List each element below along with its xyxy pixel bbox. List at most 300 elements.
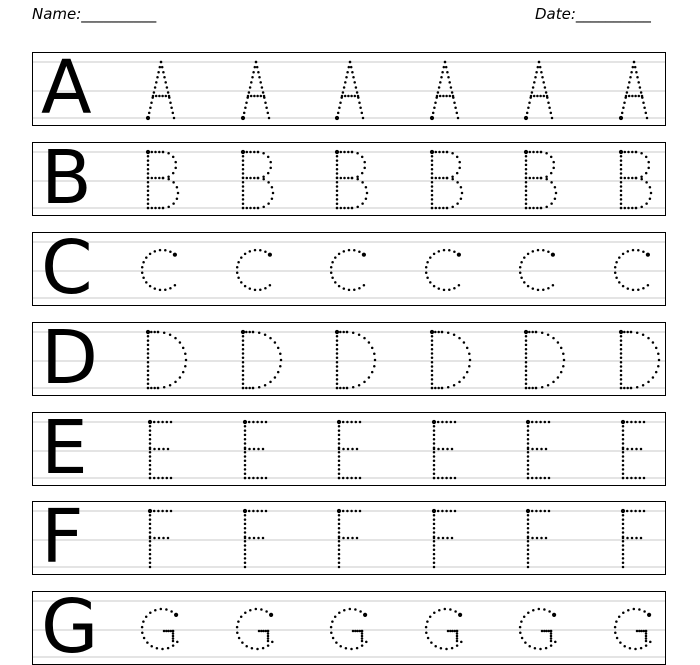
trace-dot <box>626 91 629 94</box>
trace-dot <box>620 378 623 381</box>
trace-dot <box>158 537 161 540</box>
dotted-letter-c <box>519 249 555 291</box>
trace-dot <box>336 168 339 171</box>
trace-dot <box>634 510 637 513</box>
trace-dot <box>445 95 448 98</box>
trace-dot <box>531 537 534 540</box>
trace-dot <box>165 630 168 633</box>
trace-dot <box>456 644 459 647</box>
trace-dot <box>149 477 152 480</box>
trace-dot <box>161 648 164 651</box>
dotted-letter-d <box>335 330 376 389</box>
trace-dot <box>527 455 530 458</box>
trace-dot <box>245 387 248 390</box>
trace-dot <box>456 181 459 184</box>
trace-dot <box>262 152 265 155</box>
trace-dot <box>614 266 617 269</box>
trace-dot <box>338 468 341 471</box>
trace-dot <box>527 442 530 445</box>
trace-dot <box>521 637 524 640</box>
start-dot <box>619 116 623 120</box>
trace-dot <box>365 197 368 200</box>
trace-dot <box>525 198 528 201</box>
trace-dot <box>336 361 339 364</box>
trace-dot <box>174 337 177 340</box>
trace-dot <box>153 421 156 424</box>
trace-dot <box>635 177 638 180</box>
trace-dot <box>434 331 437 334</box>
dotted-letter-e <box>526 420 550 479</box>
trace-dot <box>336 344 339 347</box>
start-dot <box>269 613 273 617</box>
trace-dot <box>634 648 637 651</box>
trace-dot <box>336 185 339 188</box>
trace-dot <box>626 477 629 480</box>
trace-dot <box>262 647 265 650</box>
dotted-letter-e <box>243 420 267 479</box>
trace-dot <box>525 357 528 360</box>
trace-dot <box>620 198 623 201</box>
trace-dot <box>244 455 247 458</box>
trace-dot <box>244 540 247 543</box>
trace-dot <box>174 284 177 287</box>
trace-dot <box>540 448 543 451</box>
trace-dot <box>433 477 436 480</box>
trace-dot <box>442 177 445 180</box>
trace-dot <box>149 448 152 451</box>
model-letter: G <box>41 591 99 665</box>
trace-dot <box>164 288 167 291</box>
trace-dot <box>253 177 256 180</box>
trace-dot <box>630 477 633 480</box>
trace-dot <box>624 207 627 210</box>
trace-dot <box>460 641 463 644</box>
trace-dot <box>330 266 333 269</box>
trace-dot <box>557 376 560 379</box>
trace-dot <box>536 207 539 210</box>
trace-dot <box>149 612 152 615</box>
trace-dot <box>336 352 339 355</box>
trace-dot <box>141 631 144 634</box>
trace-dot <box>147 172 150 175</box>
trace-dot <box>145 615 148 618</box>
trace-dot <box>176 186 179 189</box>
trace-dot <box>169 334 172 337</box>
trace-dot <box>242 194 245 197</box>
dotted-letter-a <box>430 61 459 120</box>
trace-dot <box>336 194 339 197</box>
dotted-letter-f <box>432 509 456 568</box>
trace-dot <box>637 288 640 291</box>
trace-dot <box>342 91 345 94</box>
model-letter: A <box>41 52 92 126</box>
trace-dot <box>245 101 248 104</box>
trace-dot <box>632 249 635 252</box>
trace-dot <box>267 202 270 205</box>
trace-dot <box>433 429 436 432</box>
trace-dot <box>433 464 436 467</box>
trace-dot <box>631 177 634 180</box>
trace-dot <box>371 371 374 374</box>
trace-dot <box>361 637 364 640</box>
trace-dot <box>539 477 542 480</box>
trace-dot <box>638 95 641 98</box>
dotted-letter-e <box>432 420 456 479</box>
trace-dot <box>525 190 528 193</box>
trace-dot <box>615 277 618 280</box>
trace-dot <box>543 630 546 633</box>
trace-dot <box>620 365 623 368</box>
trace-dot <box>628 81 631 84</box>
trace-dot <box>536 95 539 98</box>
trace-dot <box>269 381 272 384</box>
trace-dot <box>267 630 270 633</box>
trace-dot <box>525 365 528 368</box>
trace-dot <box>524 641 527 644</box>
trace-dot <box>626 510 629 513</box>
trace-dot <box>527 477 530 480</box>
trace-dot <box>344 81 347 84</box>
trace-dot <box>151 151 154 154</box>
trace-dot <box>149 510 152 513</box>
trace-dot <box>642 287 645 290</box>
trace-dot <box>172 112 175 115</box>
trace-dot <box>637 249 640 252</box>
dotted-letter-e <box>148 420 172 479</box>
trace-dot <box>257 537 260 540</box>
trace-dot <box>562 365 565 368</box>
trace-dot <box>350 95 353 98</box>
trace-dot <box>630 71 633 74</box>
tracing-guides <box>33 323 666 396</box>
trace-dot <box>149 442 152 445</box>
trace-dot <box>614 626 617 629</box>
trace-dot <box>267 640 270 643</box>
trace-dot <box>620 339 623 342</box>
trace-dot <box>541 331 544 334</box>
trace-dot <box>361 630 364 633</box>
trace-dot <box>431 207 434 210</box>
trace-dot <box>342 477 345 480</box>
trace-dot <box>431 177 434 180</box>
trace-dot <box>336 382 339 385</box>
trace-dot <box>441 477 444 480</box>
trace-dot <box>265 421 268 424</box>
trace-dot <box>527 434 530 437</box>
dotted-letter-b <box>241 150 274 209</box>
trace-dot <box>147 159 150 162</box>
trace-dot <box>618 281 621 284</box>
trace-dot <box>528 387 531 390</box>
trace-dot <box>264 251 267 254</box>
trace-dot <box>267 172 270 175</box>
trace-dot <box>640 152 643 155</box>
trace-dot <box>444 608 447 611</box>
trace-dot <box>646 117 649 120</box>
trace-dot <box>332 637 335 640</box>
trace-dot <box>620 357 623 360</box>
trace-dot <box>466 347 469 350</box>
trace-dot <box>336 177 339 180</box>
trace-dot <box>236 271 239 274</box>
trace-dot <box>267 644 270 647</box>
name-field-label: Name:__________ <box>32 5 157 23</box>
trace-dot <box>527 451 530 454</box>
trace-dot <box>547 251 550 254</box>
trace-dot <box>441 510 444 513</box>
trace-dot <box>636 331 639 334</box>
trace-dot <box>527 549 530 552</box>
trace-dot <box>631 537 634 540</box>
tracing-guides <box>33 592 666 665</box>
trace-dot <box>545 537 548 540</box>
trace-dot <box>265 107 268 110</box>
trace-dot <box>431 357 434 360</box>
trace-dot <box>645 172 648 175</box>
trace-dot <box>451 448 454 451</box>
start-dot <box>174 613 178 617</box>
trace-dot <box>348 66 351 69</box>
trace-dot <box>252 71 255 74</box>
trace-dot <box>147 335 150 338</box>
trace-dot <box>540 71 543 74</box>
trace-dot <box>236 631 239 634</box>
trace-dot <box>640 448 643 451</box>
trace-dot <box>623 387 626 390</box>
trace-dot <box>336 331 339 334</box>
trace-dot <box>543 608 546 611</box>
trace-dot <box>431 382 434 385</box>
trace-dot <box>170 630 173 633</box>
trace-dot <box>258 76 261 79</box>
trace-dot <box>451 175 454 178</box>
trace-dot <box>528 101 531 104</box>
trace-dot <box>622 566 625 569</box>
trace-dot <box>250 95 253 98</box>
trace-dot <box>335 641 338 644</box>
trace-dot <box>343 207 346 210</box>
trace-dot <box>431 202 434 205</box>
trace-dot <box>166 86 169 89</box>
trace-dot <box>445 421 448 424</box>
trace-dot <box>149 518 152 521</box>
trace-dot <box>149 557 152 560</box>
trace-dot <box>437 537 440 540</box>
trace-dot <box>358 287 361 290</box>
trace-dot <box>157 387 160 390</box>
trace-dot <box>634 477 637 480</box>
trace-dot <box>264 101 267 104</box>
tracing-guides <box>33 502 666 575</box>
trace-dot <box>338 460 341 463</box>
trace-dot <box>352 386 355 389</box>
trace-dot <box>336 370 339 373</box>
trace-dot <box>444 61 447 64</box>
trace-dot <box>539 421 542 424</box>
trace-dot <box>523 281 526 284</box>
trace-dot <box>172 202 175 205</box>
trace-dot <box>262 630 265 633</box>
trace-dot <box>349 61 352 64</box>
trace-dot <box>456 637 459 640</box>
trace-dot <box>450 86 453 89</box>
trace-dot <box>245 645 248 648</box>
trace-dot <box>366 192 369 195</box>
start-dot <box>268 253 272 257</box>
trace-dot <box>453 334 456 337</box>
trace-dot <box>340 207 343 210</box>
trace-dot <box>165 608 168 611</box>
trace-dot <box>338 540 341 543</box>
trace-dot <box>630 421 633 424</box>
trace-dot <box>542 81 545 84</box>
trace-dot <box>244 460 247 463</box>
trace-dot <box>552 381 555 384</box>
start-dot <box>146 116 150 120</box>
trace-dot <box>437 477 440 480</box>
trace-dot <box>249 609 252 612</box>
trace-dot <box>242 198 245 201</box>
trace-dot <box>645 112 648 115</box>
trace-dot <box>346 510 349 513</box>
trace-dot <box>544 86 547 89</box>
trace-dot <box>361 202 364 205</box>
trace-dot <box>336 387 339 390</box>
trace-dot <box>242 339 245 342</box>
trace-dot <box>371 347 374 350</box>
trace-dot <box>247 95 250 98</box>
tracing-guides <box>33 53 666 126</box>
trace-dot <box>157 510 160 513</box>
tracing-row-e <box>32 412 666 486</box>
trace-dot <box>627 177 630 180</box>
trace-dot <box>433 557 436 560</box>
trace-dot <box>334 256 337 259</box>
trace-dot <box>622 438 625 441</box>
trace-dot <box>426 620 429 623</box>
trace-dot <box>620 202 623 205</box>
trace-dot <box>442 448 445 451</box>
trace-dot <box>257 177 260 180</box>
trace-dot <box>458 337 461 340</box>
trace-dot <box>622 442 625 445</box>
dotted-letter-g <box>614 608 652 651</box>
trace-dot <box>162 537 165 540</box>
trace-dot <box>346 477 349 480</box>
trace-dot <box>620 352 623 355</box>
trace-dot <box>338 518 341 521</box>
trace-dot <box>643 610 646 613</box>
trace-dot <box>440 76 443 79</box>
trace-dot <box>176 641 179 644</box>
trace-dot <box>147 194 150 197</box>
trace-dot <box>624 177 627 180</box>
tracing-row-d <box>32 322 666 396</box>
trace-dot <box>533 95 536 98</box>
trace-dot <box>552 161 555 164</box>
trace-dot <box>548 107 551 110</box>
trace-dot <box>260 630 263 633</box>
trace-dot <box>437 510 440 513</box>
trace-dot <box>142 620 145 623</box>
trace-dot <box>339 101 342 104</box>
trace-dot <box>639 510 642 513</box>
trace-dot <box>640 178 643 181</box>
trace-dot <box>253 207 256 210</box>
trace-dot <box>637 81 640 84</box>
trace-dot <box>447 386 450 389</box>
trace-dot <box>353 81 356 84</box>
trace-dot <box>338 285 341 288</box>
trace-dot <box>338 544 341 547</box>
trace-dot <box>340 177 343 180</box>
trace-dot <box>279 365 282 368</box>
trace-dot <box>368 376 371 379</box>
trace-dot <box>626 421 629 424</box>
trace-dot <box>635 537 638 540</box>
trace-dot <box>438 151 441 154</box>
trace-dot <box>623 645 626 648</box>
trace-dot <box>338 421 341 424</box>
trace-dot <box>358 384 361 387</box>
trace-dot <box>658 359 661 362</box>
trace-dot <box>525 352 528 355</box>
trace-dot <box>167 91 170 94</box>
trace-dot <box>551 117 554 120</box>
trace-dot <box>347 151 350 154</box>
trace-dot <box>620 172 623 175</box>
trace-dot <box>550 635 553 638</box>
trace-dot <box>454 421 457 424</box>
trace-dot <box>431 361 434 364</box>
trace-dot <box>432 112 435 115</box>
trace-dot <box>169 101 172 104</box>
trace-dot <box>631 207 634 210</box>
trace-dot <box>519 271 522 274</box>
trace-dot <box>172 644 175 647</box>
trace-dot <box>446 207 449 210</box>
trace-dot <box>525 344 528 347</box>
trace-dot <box>354 95 357 98</box>
trace-dot <box>451 630 454 633</box>
trace-dot <box>431 378 434 381</box>
trace-dot <box>173 117 176 120</box>
trace-dot <box>166 477 169 480</box>
trace-dot <box>361 632 364 635</box>
trace-dot <box>643 107 646 110</box>
trace-dot <box>244 566 247 569</box>
trace-dot <box>363 284 366 287</box>
trace-dot <box>640 630 643 633</box>
trace-dot <box>622 514 625 517</box>
trace-dot <box>525 339 528 342</box>
trace-dot <box>449 95 452 98</box>
dotted-letter-a <box>524 61 553 120</box>
start-dot <box>551 253 555 257</box>
trace-dot <box>528 331 531 334</box>
trace-dot <box>431 331 434 334</box>
trace-dot <box>626 387 629 390</box>
trace-dot <box>170 610 173 613</box>
trace-dot <box>338 566 341 569</box>
trace-dot <box>433 527 436 530</box>
trace-dot <box>149 566 152 569</box>
model-letter: E <box>41 412 88 486</box>
trace-dot <box>338 442 341 445</box>
trace-dot <box>622 472 625 475</box>
trace-dot <box>640 91 643 94</box>
trace-dot <box>338 514 341 517</box>
